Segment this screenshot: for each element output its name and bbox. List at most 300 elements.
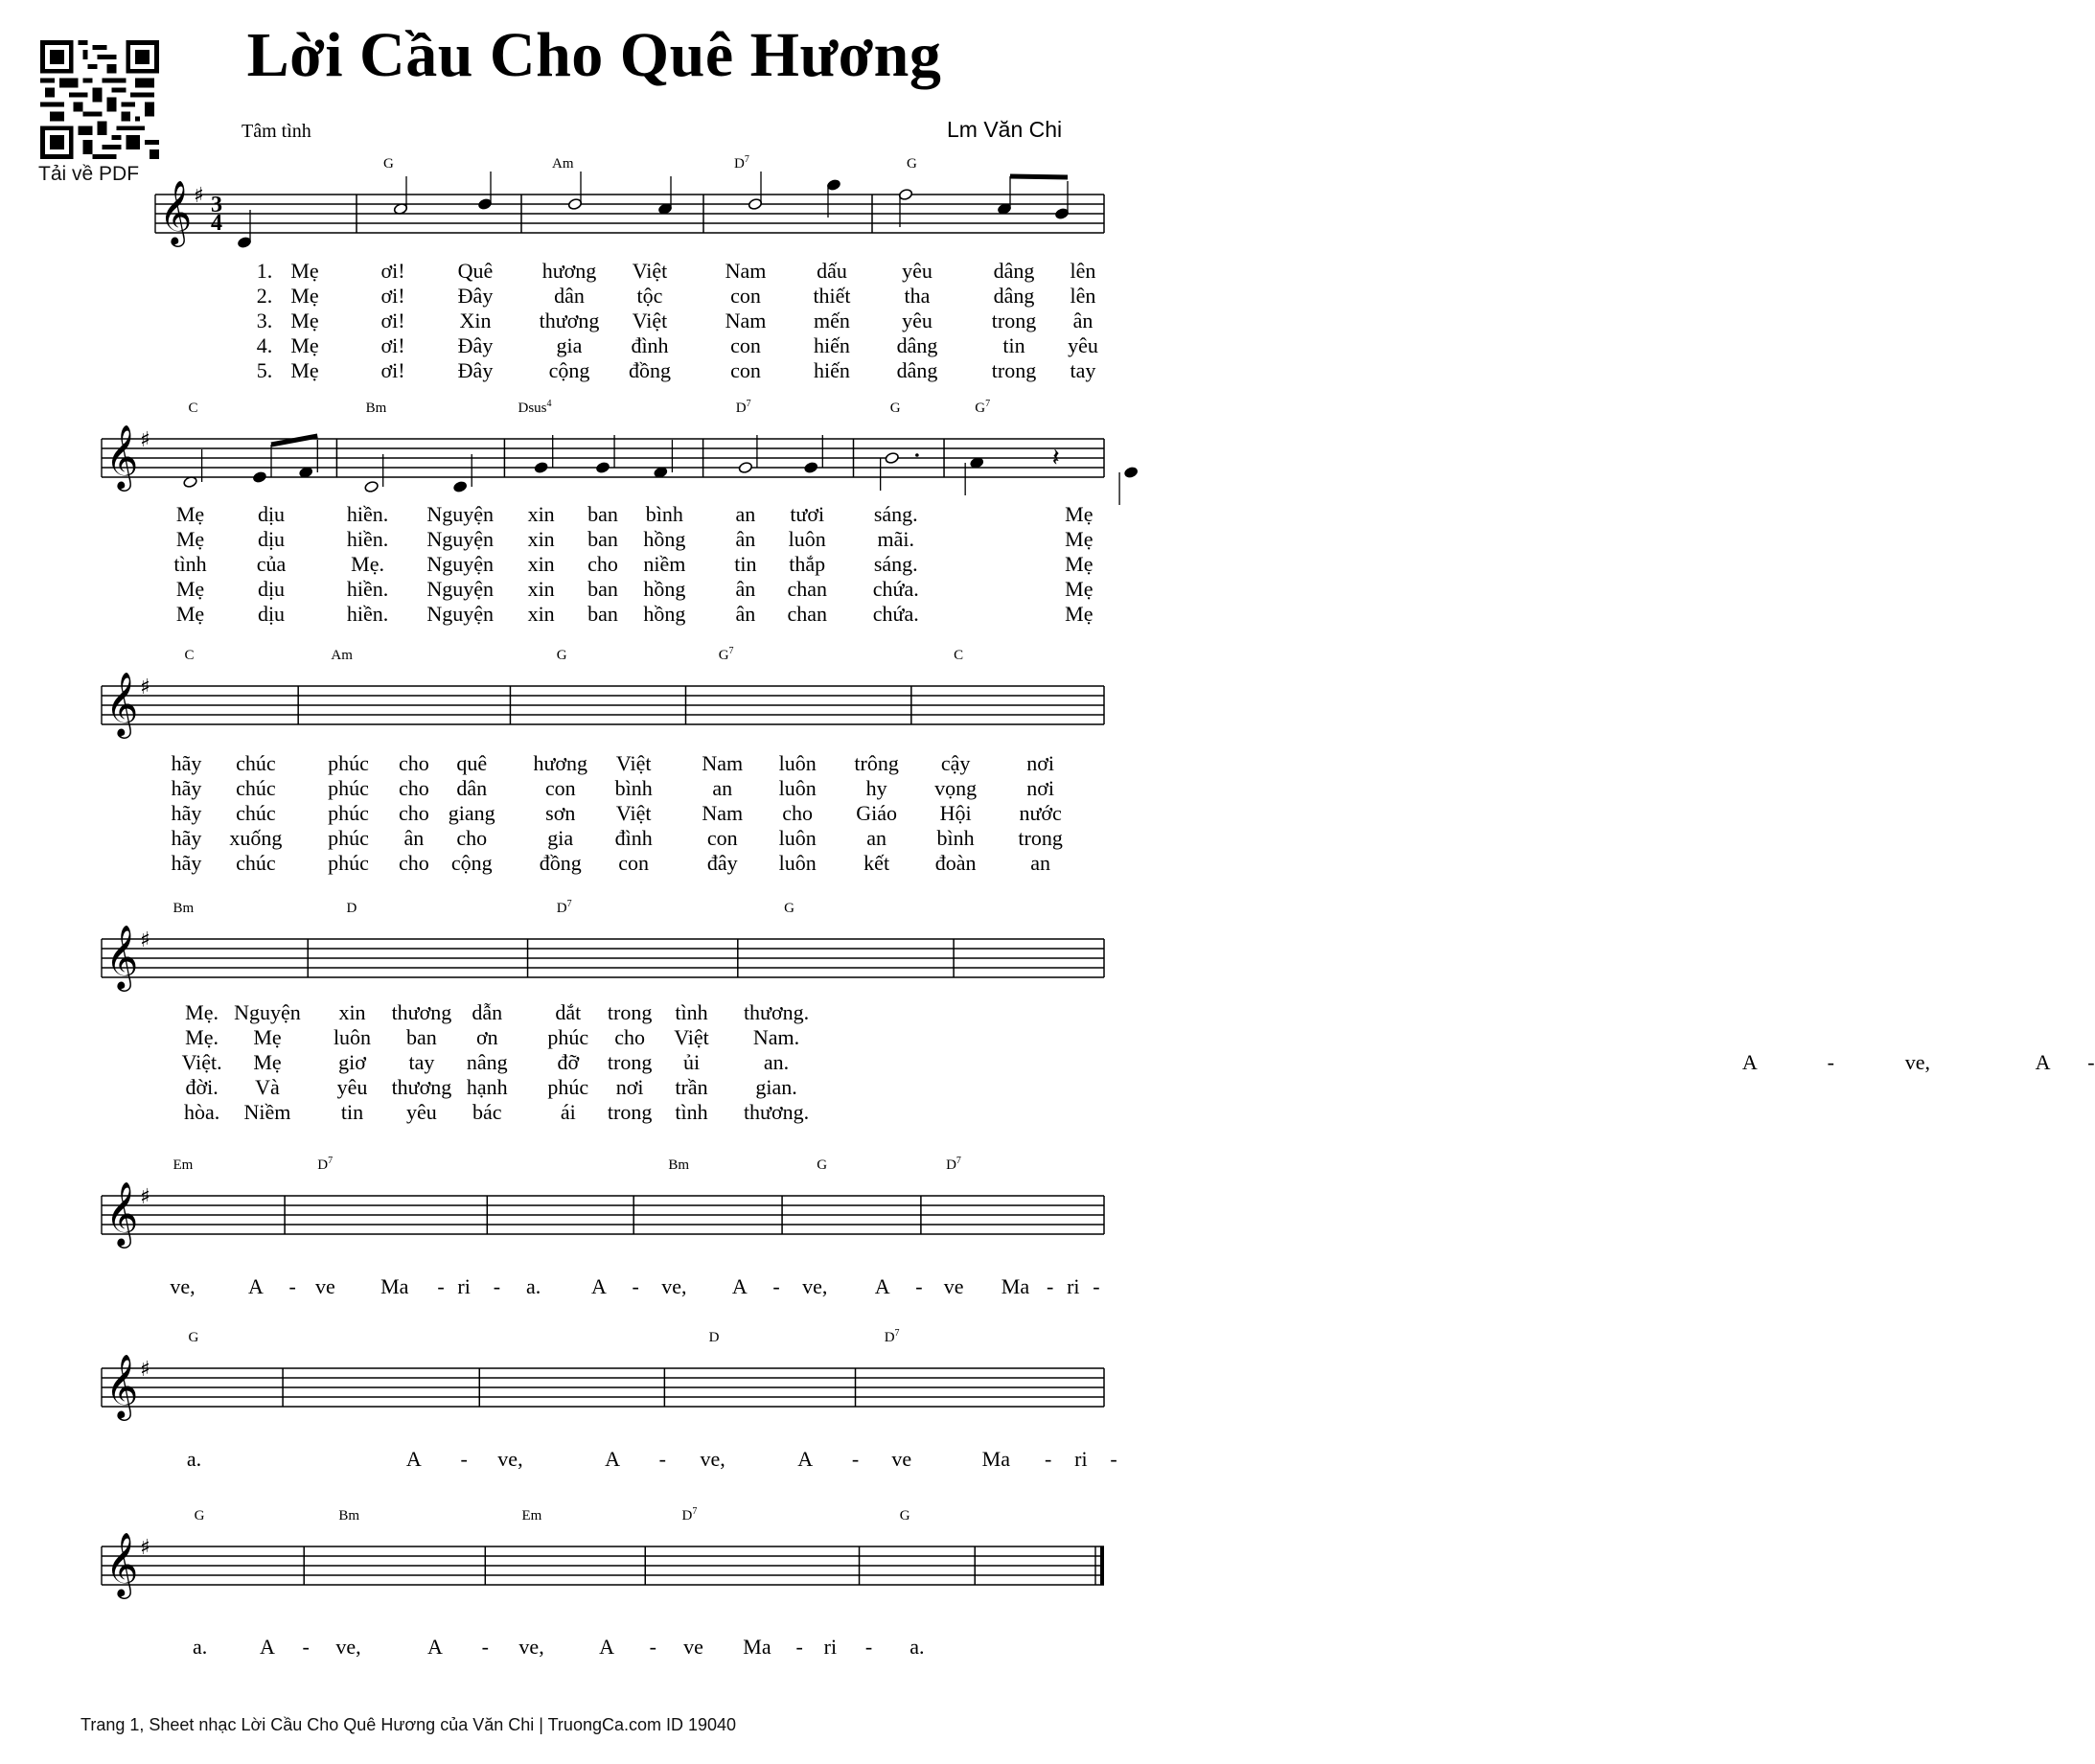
lyric-syllable: - — [1093, 1274, 1100, 1298]
lyric-syllable: thiết — [813, 284, 851, 308]
lyric-syllable: quê — [456, 751, 488, 775]
lyric-syllable: A — [605, 1447, 620, 1471]
chord-symbol: G — [383, 156, 394, 172]
lyric-syllable: Nam. — [752, 1025, 800, 1049]
sharp-icon: ♯ — [140, 1536, 150, 1560]
chord-symbol: $D^7$ — [681, 1506, 698, 1523]
lyric-syllable: Việt. — [181, 1050, 222, 1074]
chord-symbol: C — [184, 648, 195, 663]
lyric-syllable: ri — [1067, 1274, 1080, 1298]
lyric-syllable: - — [864, 1635, 873, 1659]
lyric-syllable: dâng — [896, 358, 938, 382]
chord-symbol: G — [907, 156, 917, 172]
lyric-syllable: hòa. — [183, 1100, 220, 1124]
lyric-syllable: - — [658, 1447, 667, 1471]
lyric-syllable: - — [649, 1635, 656, 1659]
lyric-syllable: A — [599, 1635, 614, 1659]
lyric-syllable: ơi! — [380, 333, 405, 357]
lyric-syllable: Mẹ. — [351, 552, 384, 576]
lyric-syllable: nâng — [466, 1050, 508, 1074]
lyric-syllable: đời. — [185, 1075, 219, 1099]
lyric-syllable: ve, — [661, 1274, 687, 1298]
lyric-syllable: Nam — [725, 309, 767, 332]
chord-symbol: Bm — [365, 401, 387, 416]
lyric-syllable: trong — [1018, 826, 1063, 850]
lyric-syllable: Đây — [457, 284, 494, 308]
chord-symbol: $D^7$ — [884, 1328, 900, 1345]
lyric-syllable: Niềm — [243, 1100, 291, 1124]
chord-symbol: $D^7$ — [734, 154, 749, 172]
lyric-syllable: phúc — [328, 751, 369, 775]
time-signature: 3 — [211, 193, 222, 218]
lyric-syllable: đây — [706, 851, 738, 875]
lyric-syllable: Nguyện — [426, 577, 494, 601]
lyric-syllable: chúc — [236, 801, 276, 825]
lyric-syllable: tin — [340, 1100, 364, 1124]
lyric-syllable: con — [618, 851, 650, 875]
lyric-syllable: luôn — [778, 851, 817, 875]
lyric-syllable: - — [1047, 1274, 1054, 1298]
lyric-syllable: ân — [403, 826, 425, 850]
lyric-syllable: giơ — [338, 1050, 366, 1074]
lyric-syllable: a. — [192, 1635, 208, 1659]
lyric-syllable: của — [256, 552, 287, 576]
lyric-syllable: sáng. — [873, 502, 918, 526]
lyric-syllable: ân — [735, 602, 756, 626]
lyric-syllable: - — [1827, 1050, 1835, 1074]
lyric-syllable: hạnh — [466, 1075, 508, 1099]
lyric-syllable: ve, — [802, 1274, 828, 1298]
lyric-syllable: - — [1110, 1447, 1117, 1471]
lyric-syllable: - — [481, 1635, 489, 1659]
lyric-syllable: xin — [527, 552, 555, 576]
lyric-syllable: thắp — [789, 552, 826, 576]
lyric-syllable: - — [851, 1447, 860, 1471]
lyric-syllable: luôn — [778, 751, 817, 775]
lyric-syllable: 4. — [256, 333, 273, 357]
lyric-syllable: đồng — [539, 851, 582, 875]
lyric-syllable: cho — [398, 801, 429, 825]
lyric-syllable: tộc — [636, 284, 663, 308]
lyric-syllable: ve, — [518, 1635, 544, 1659]
lyric-syllable: chứa. — [872, 577, 919, 601]
lyric-syllable: phúc — [328, 851, 369, 875]
lyric-syllable: Mẹ — [1065, 502, 1094, 526]
lyric-syllable: chan — [787, 602, 827, 626]
lyric-syllable: Việt — [632, 309, 668, 332]
lyric-syllable: ban — [587, 502, 618, 526]
lyric-syllable: ve, — [700, 1447, 725, 1471]
lyric-syllable: chan — [787, 577, 827, 601]
lyric-syllable: chứa. — [872, 602, 919, 626]
lyric-syllable: - — [1044, 1447, 1052, 1471]
lyric-syllable: mãi. — [877, 527, 914, 551]
lyric-syllable: con — [544, 776, 576, 800]
lyric-syllable: hồng — [643, 602, 686, 626]
lyric-syllable: cậy — [940, 751, 971, 775]
lyric-syllable: xin — [527, 602, 555, 626]
lyric-syllable: ve — [943, 1274, 964, 1298]
lyric-syllable: hiến — [814, 358, 850, 382]
lyric-syllable: hiền. — [346, 527, 389, 551]
lyric-syllable: ve, — [335, 1635, 361, 1659]
chord-symbol: $G^7$ — [718, 646, 734, 663]
lyric-syllable: Nam — [702, 751, 744, 775]
lyric-syllable: sáng. — [873, 552, 918, 576]
lyric-syllable: Nam — [702, 801, 744, 825]
chord-symbol: G — [556, 648, 567, 663]
sharp-icon: ♯ — [140, 428, 150, 452]
lyric-syllable: sơn — [545, 801, 576, 825]
lyric-syllable: Ma — [380, 1274, 409, 1298]
lyric-syllable: A — [797, 1447, 814, 1471]
lyric-syllable: mến — [814, 309, 850, 332]
lyric-syllable: tha — [904, 284, 931, 308]
sharp-icon: ♯ — [140, 676, 150, 699]
chord-symbol: G — [889, 401, 901, 416]
lyric-syllable: xin — [338, 1000, 366, 1024]
lyric-syllable: cho — [587, 552, 618, 576]
lyric-syllable: ve, — [170, 1274, 196, 1298]
lyric-syllable: Nam — [725, 259, 767, 283]
lyric-syllable: hãy — [171, 851, 202, 875]
chord-symbol: $D^7$ — [735, 399, 751, 416]
lyric-syllable: lên — [1070, 284, 1096, 308]
lyric-syllable: phúc — [328, 801, 369, 825]
song-title: Lời Cầu Cho Quê Hương — [246, 20, 942, 90]
chord-symbol: Dsus$^4$ — [518, 399, 552, 416]
lyric-syllable: Việt — [674, 1025, 709, 1049]
treble-clef-icon: 𝄞 — [105, 924, 139, 989]
lyric-syllable: cho — [398, 851, 429, 875]
lyric-syllable: hãy — [171, 801, 202, 825]
lyric-syllable: chúc — [236, 851, 276, 875]
lyric-syllable: ơi! — [380, 259, 405, 283]
treble-clef-icon: 𝄞 — [105, 1180, 139, 1246]
lyric-syllable: 1. — [256, 259, 273, 283]
lyric-syllable: - — [493, 1274, 501, 1298]
lyric-syllable: A — [1741, 1050, 1758, 1074]
chord-symbol: $D^7$ — [317, 1156, 334, 1173]
lyric-syllable: Mẹ — [253, 1025, 282, 1049]
lyric-syllable: phúc — [547, 1075, 589, 1099]
lyric-syllable: ban — [587, 602, 618, 626]
chord-symbol: Bm — [668, 1157, 690, 1173]
lyric-syllable: phúc — [547, 1025, 589, 1049]
lyric-syllable: hiền. — [346, 502, 389, 526]
lyric-syllable: hãy — [171, 826, 202, 850]
chord-symbol: Bm — [173, 901, 195, 916]
lyric-syllable: yêu — [336, 1075, 368, 1099]
treble-clef-icon: 𝄞 — [105, 1353, 139, 1418]
lyric-syllable: dân — [456, 776, 488, 800]
lyric-syllable: cho — [398, 751, 429, 775]
lyric-syllable: dâng — [993, 259, 1035, 283]
lyric-syllable: phúc — [328, 776, 369, 800]
treble-clef-icon: 𝄞 — [105, 1531, 139, 1596]
lyric-syllable: đoàn — [934, 851, 977, 875]
lyric-syllable: tình — [675, 1000, 708, 1024]
lyric-syllable: Giáo — [856, 801, 898, 825]
chord-symbol: G — [194, 1508, 205, 1523]
lyric-syllable: hương — [533, 751, 588, 775]
lyric-syllable: dịu — [257, 577, 286, 601]
lyric-syllable: Việt — [615, 751, 652, 775]
lyric-syllable: yêu — [902, 309, 932, 332]
lyric-syllable: Mẹ — [1065, 527, 1094, 551]
lyric-syllable: lên — [1070, 259, 1096, 283]
lyric-syllable: hy — [865, 776, 887, 800]
lyric-syllable: trong — [607, 1050, 653, 1074]
lyric-syllable: Mẹ — [290, 358, 319, 382]
lyric-syllable: an — [735, 502, 756, 526]
lyric-syllable: Đây — [457, 358, 494, 382]
lyric-syllable: A — [405, 1447, 422, 1471]
lyric-syllable: A — [427, 1635, 443, 1659]
lyric-syllable: chúc — [236, 776, 276, 800]
lyric-syllable: trong — [607, 1100, 653, 1124]
lyric-syllable: Nguyện — [426, 552, 494, 576]
chord-symbol: D — [346, 901, 357, 916]
lyric-syllable: cho — [782, 801, 814, 825]
chord-symbol: Am — [552, 156, 574, 172]
lyric-syllable: 5. — [256, 358, 273, 382]
lyric-syllable: thương. — [743, 1100, 810, 1124]
lyric-syllable: tươi — [790, 502, 825, 526]
lyric-syllable: trần — [675, 1075, 708, 1099]
lyric-syllable: a. — [186, 1447, 202, 1471]
lyric-syllable: niềm — [643, 552, 686, 576]
lyric-syllable: ân — [735, 527, 756, 551]
lyric-syllable: hiến — [814, 333, 850, 357]
lyric-syllable: tay — [1070, 358, 1096, 382]
lyric-syllable: 2. — [256, 284, 273, 308]
lyric-syllable: Mẹ — [175, 527, 205, 551]
lyric-syllable: đồng — [629, 358, 671, 382]
lyric-syllable: ri — [823, 1635, 838, 1659]
sharp-icon: ♯ — [194, 184, 204, 208]
treble-clef-icon: 𝄞 — [105, 424, 139, 489]
lyric-syllable: Ma — [981, 1447, 1011, 1471]
page-footer: Trang 1, Sheet nhạc Lời Cầu Cho Quê Hương của Văn Chi | TruongCa.com ID 19040 — [81, 1715, 737, 1734]
lyric-syllable: nơi — [615, 1075, 644, 1099]
lyric-syllable: - — [302, 1635, 310, 1659]
lyric-syllable: con — [730, 358, 761, 382]
lyric-syllable: - — [915, 1274, 923, 1298]
lyric-syllable: an. — [763, 1050, 790, 1074]
quarter-rest-icon: 𝄽 — [1051, 444, 1060, 472]
lyric-syllable: ve — [891, 1447, 912, 1471]
lyric-syllable: 3. — [256, 309, 273, 332]
lyric-syllable: nơi — [1026, 776, 1054, 800]
lyric-syllable: - — [2087, 1050, 2095, 1074]
lyric-syllable: Mẹ — [290, 259, 319, 283]
lyric-syllable: yêu — [406, 1100, 437, 1124]
lyric-syllable: Xin — [459, 309, 492, 332]
chord-symbol: G — [817, 1157, 828, 1173]
lyric-syllable: dịu — [257, 527, 286, 551]
lyric-syllable: Hội — [939, 801, 972, 825]
sharp-icon: ♯ — [140, 928, 150, 952]
chord-symbol: G — [784, 901, 794, 916]
lyric-syllable: Mẹ — [1065, 602, 1094, 626]
lyric-syllable: vọng — [934, 776, 978, 800]
lyric-syllable: hiền. — [346, 602, 389, 626]
lyric-syllable: bình — [936, 826, 975, 850]
lyric-syllable: xin — [527, 502, 555, 526]
lyric-syllable: tình — [173, 552, 207, 576]
lyric-syllable: Đây — [457, 333, 494, 357]
lyric-syllable: cho — [456, 826, 488, 850]
lyric-syllable: thương — [391, 1000, 452, 1024]
lyric-syllable: bình — [614, 776, 653, 800]
lyric-syllable: phúc — [328, 826, 369, 850]
lyric-syllable: xin — [527, 577, 555, 601]
lyric-syllable: A — [874, 1274, 890, 1298]
lyric-syllable: - — [460, 1447, 468, 1471]
lyric-syllable: a. — [909, 1635, 925, 1659]
lyric-syllable: dấu — [817, 259, 847, 283]
lyric-syllable: Mẹ — [253, 1050, 282, 1074]
lyric-syllable: Nguyện — [234, 1000, 301, 1024]
lyric-syllable: tình — [675, 1100, 708, 1124]
tempo-marking: Tâm tình — [242, 121, 311, 142]
lyric-syllable: Mẹ. — [185, 1025, 219, 1049]
lyric-syllable: Mẹ — [175, 502, 205, 526]
lyric-syllable: dắt — [555, 1000, 582, 1024]
lyric-syllable: dẫn — [472, 1000, 503, 1024]
lyric-syllable: hãy — [171, 751, 202, 775]
lyric-syllable: Việt — [632, 259, 668, 283]
lyric-syllable: gia — [556, 333, 583, 357]
lyric-syllable: ban — [587, 577, 618, 601]
lyric-syllable: a. — [525, 1274, 541, 1298]
lyric-syllable: tin — [1002, 333, 1025, 357]
lyric-syllable: A — [247, 1274, 264, 1298]
lyric-syllable: hãy — [171, 776, 202, 800]
lyric-syllable: Mẹ — [1065, 552, 1094, 576]
lyric-syllable: dịu — [257, 602, 286, 626]
chord-symbol: $D^7$ — [946, 1156, 961, 1173]
lyric-syllable: hương — [541, 259, 597, 283]
lyric-syllable: nơi — [1026, 751, 1054, 775]
sharp-icon: ♯ — [140, 1358, 150, 1382]
lyric-syllable: thương — [391, 1075, 452, 1099]
lyric-syllable: an — [712, 776, 733, 800]
lyric-syllable: luôn — [788, 527, 826, 551]
lyric-syllable: con — [730, 333, 761, 357]
lyric-syllable: Mẹ — [175, 577, 205, 601]
lyric-syllable: thương. — [743, 1000, 810, 1024]
lyric-syllable: ve, — [1904, 1050, 1930, 1074]
lyric-syllable: Mẹ — [175, 602, 205, 626]
lyric-syllable: trong — [607, 1000, 653, 1024]
sharp-icon: ♯ — [140, 1185, 150, 1209]
chord-symbol: Bm — [338, 1508, 360, 1523]
lyric-syllable: Ma — [1001, 1274, 1030, 1298]
lyric-syllable: Mẹ — [290, 284, 319, 308]
lyric-syllable: thương — [539, 309, 600, 332]
lyric-syllable: A — [731, 1274, 748, 1298]
lyric-syllable: ơi! — [380, 309, 405, 332]
chord-symbol: D — [708, 1330, 720, 1345]
lyric-syllable: cộng — [548, 358, 590, 382]
lyric-syllable: ái — [560, 1100, 576, 1124]
chord-symbol: Em — [173, 1157, 194, 1173]
lyric-syllable: Nguyện — [426, 527, 494, 551]
download-pdf-link[interactable]: Tải về PDF — [38, 163, 140, 185]
lyric-syllable: gia — [547, 826, 574, 850]
lyric-syllable: Quê — [457, 259, 494, 283]
lyric-syllable: an — [1030, 851, 1050, 875]
lyric-syllable: ban — [406, 1025, 437, 1049]
lyric-syllable: giang — [448, 801, 495, 825]
lyric-syllable: ủi — [682, 1050, 701, 1074]
lyric-syllable: luôn — [778, 776, 817, 800]
chord-symbol: C — [188, 401, 198, 416]
lyric-syllable: tin — [734, 552, 757, 576]
lyric-syllable: trong — [991, 358, 1037, 382]
lyric-syllable: A — [2035, 1050, 2051, 1074]
lyric-syllable: - — [795, 1635, 803, 1659]
lyric-syllable: cho — [614, 1025, 646, 1049]
lyric-syllable: ơi! — [380, 284, 405, 308]
lyric-syllable: gian. — [755, 1075, 797, 1099]
lyric-syllable: - — [437, 1274, 445, 1298]
treble-clef-icon: 𝄞 — [159, 179, 193, 244]
lyric-syllable: A — [591, 1274, 607, 1298]
lyric-syllable: trông — [854, 751, 899, 775]
lyric-syllable: ơi! — [380, 358, 405, 382]
lyric-syllable: tay — [408, 1050, 435, 1074]
lyric-syllable: trong — [991, 309, 1037, 332]
lyric-syllable: chúc — [236, 751, 276, 775]
lyric-syllable: bình — [645, 502, 683, 526]
lyric-syllable: con — [706, 826, 738, 850]
lyric-syllable: ơn — [475, 1025, 498, 1049]
lyric-syllable: con — [730, 284, 761, 308]
lyric-syllable: xin — [527, 527, 555, 551]
lyric-syllable: dâng — [896, 333, 938, 357]
lyric-syllable: - — [288, 1274, 296, 1298]
lyric-syllable: Nguyện — [426, 502, 494, 526]
lyric-syllable: - — [632, 1274, 639, 1298]
chord-symbol: $D^7$ — [556, 899, 572, 916]
lyric-syllable: hiền. — [346, 577, 389, 601]
lyric-syllable: ve, — [497, 1447, 523, 1471]
treble-clef-icon: 𝄞 — [105, 671, 139, 736]
lyric-syllable: nước — [1019, 801, 1062, 825]
lyric-syllable: cộng — [450, 851, 493, 875]
chord-symbol: G — [188, 1330, 199, 1345]
chord-symbol: C — [954, 648, 964, 663]
lyric-syllable: yêu — [1068, 333, 1098, 357]
lyric-syllable: Ma — [743, 1635, 771, 1659]
lyric-syllable: Mẹ. — [185, 1000, 219, 1024]
lyric-syllable: luôn — [333, 1025, 372, 1049]
chord-symbol: G — [899, 1508, 910, 1523]
composer: Lm Văn Chi — [947, 117, 1063, 142]
chord-symbol: Am — [331, 648, 353, 663]
lyric-syllable: Và — [255, 1075, 280, 1099]
lyric-syllable: ri — [1074, 1447, 1088, 1471]
lyric-syllable: ban — [587, 527, 618, 551]
time-signature: 4 — [211, 211, 222, 236]
lyric-syllable: Mẹ — [290, 333, 319, 357]
lyric-syllable: yêu — [902, 259, 932, 283]
lyric-syllable: ân — [735, 577, 756, 601]
lyric-syllable: A — [260, 1635, 275, 1659]
